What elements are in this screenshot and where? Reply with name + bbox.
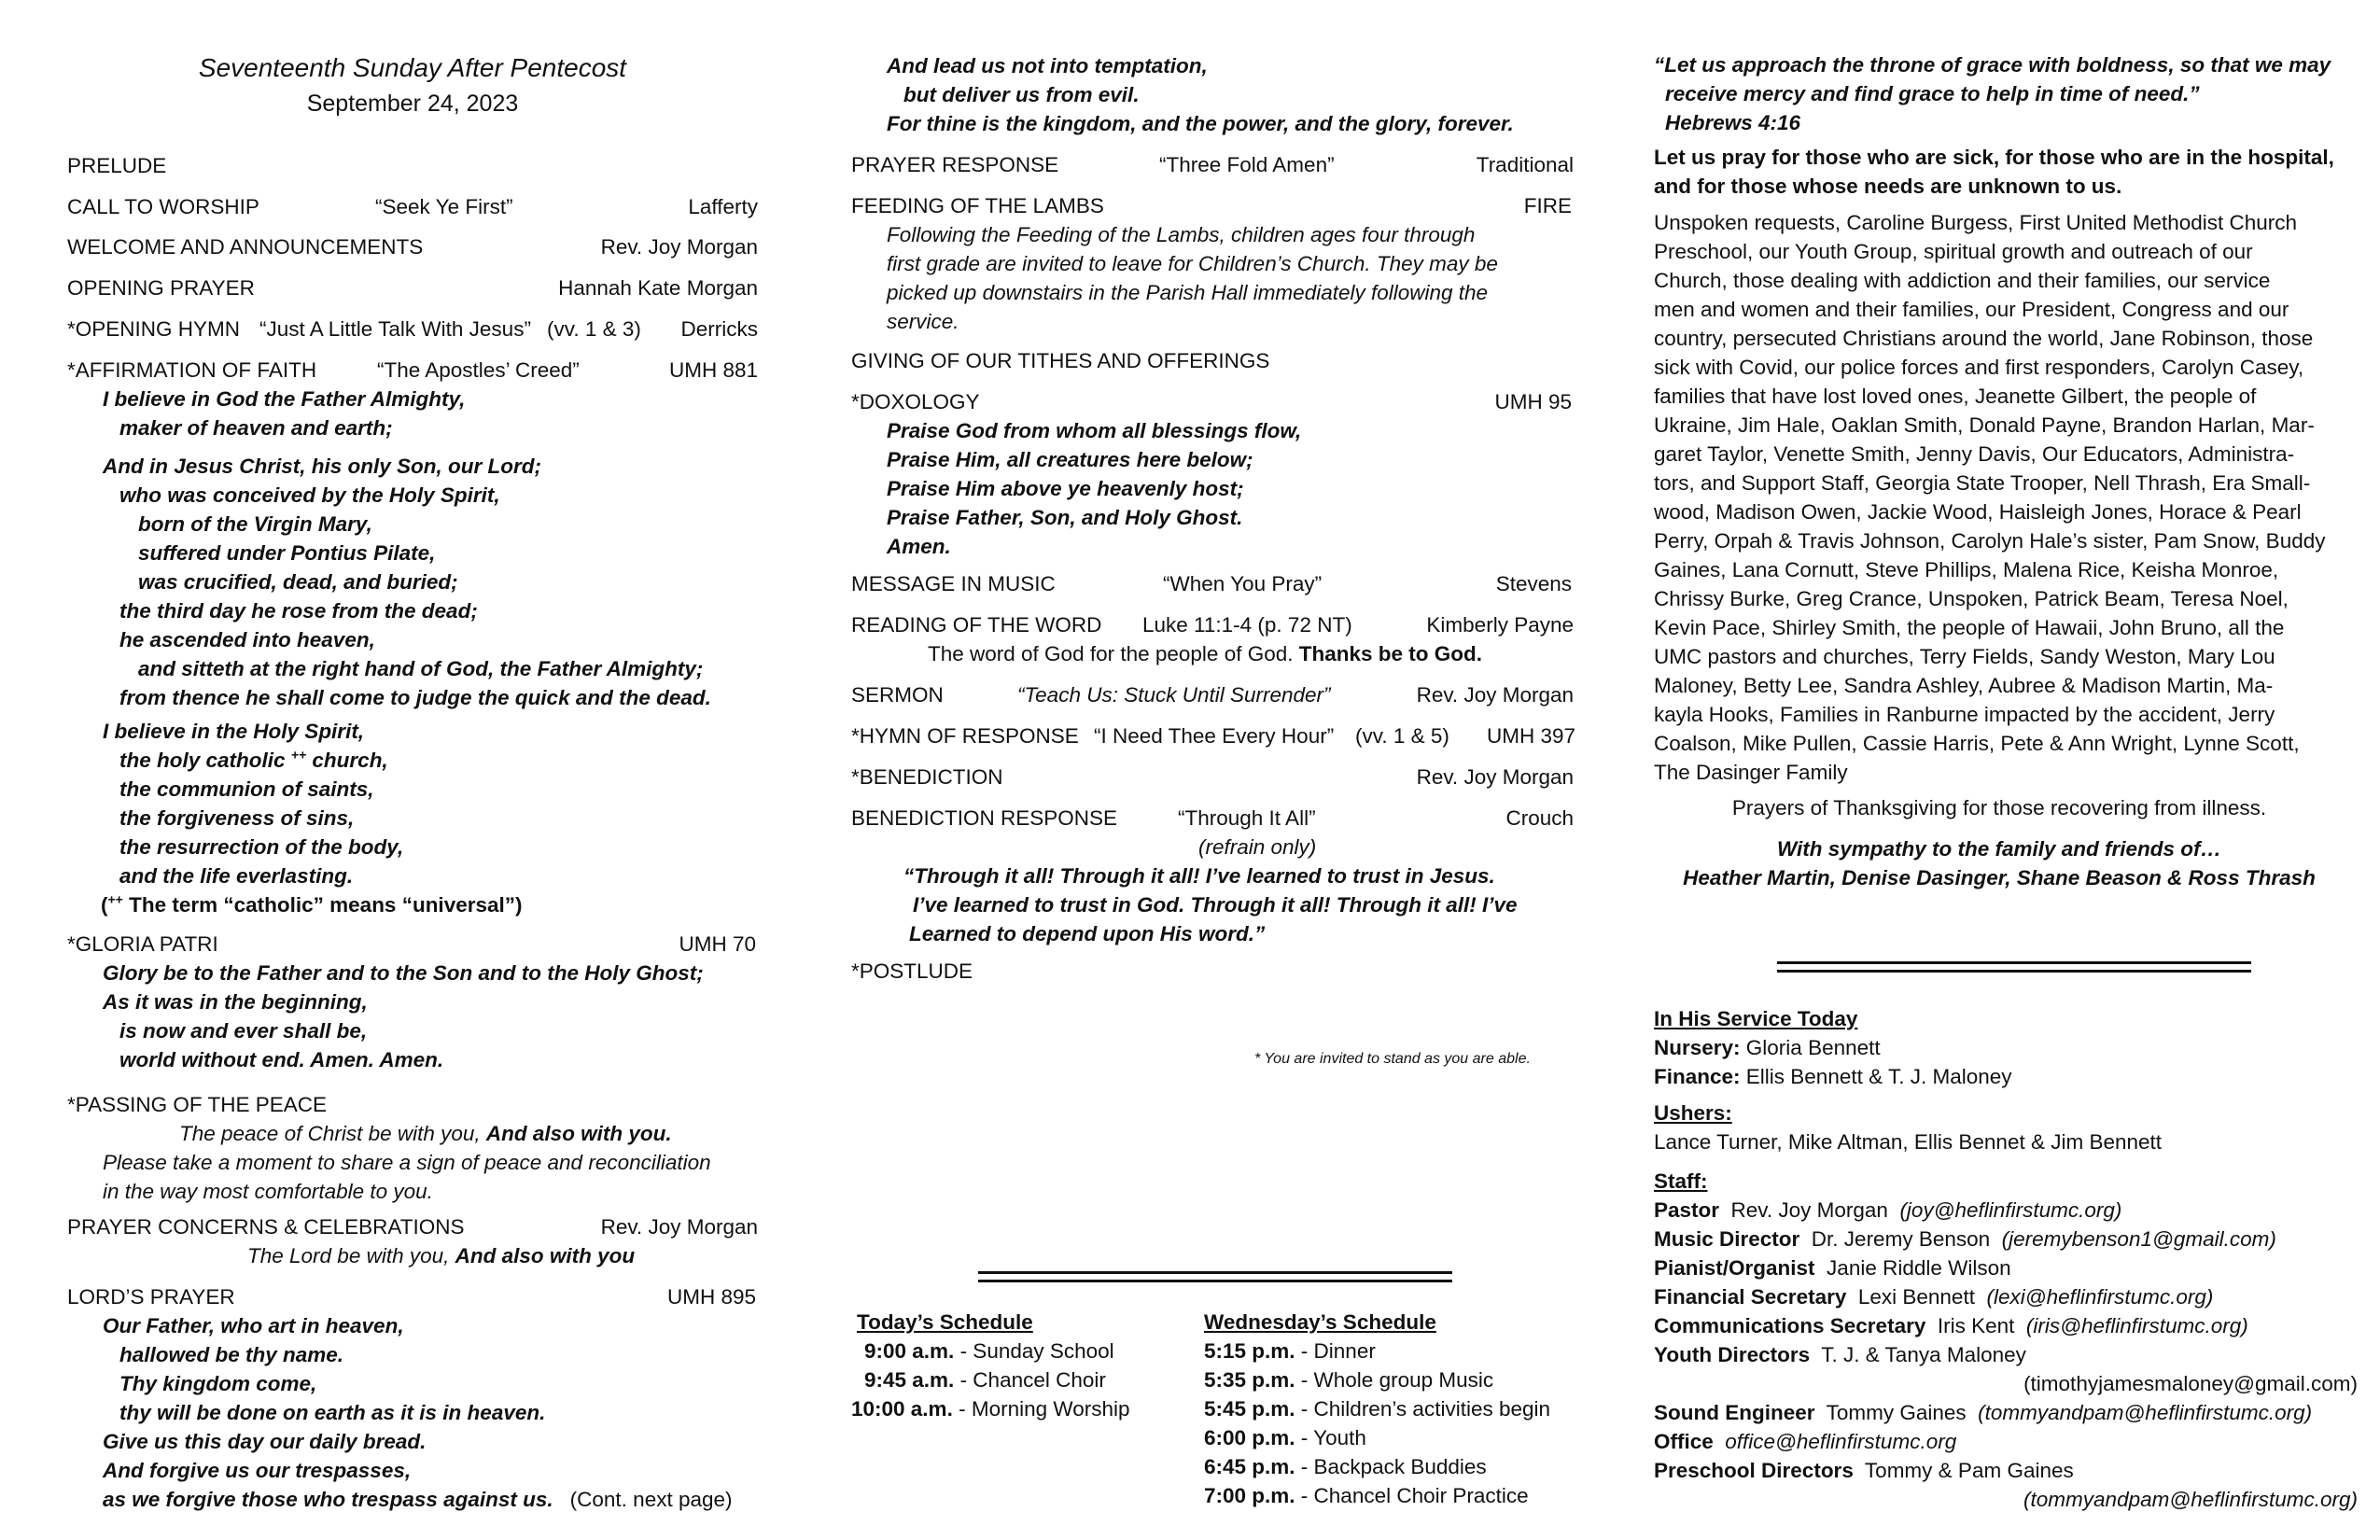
order-benediction-response: BENEDICTION RESPONSE “Through It All” Crouch [851, 806, 1574, 830]
feeding-text: Following the Feeding of the Lambs, children ages four through first grade are invited to leave for Children’s Church. They may be picked up downstairs in the Parish Hall immediately following the service. [887, 223, 1498, 333]
wednesday-schedule-title: Wednesday’s Schedule [1204, 1310, 1436, 1334]
sympathy: With sympathy to the family and friends of… Heather Martin, Denise Dasinger, Shane Beason & Ross Thrash [1683, 837, 2316, 889]
order-welcome: WELCOME AND ANNOUNCEMENTS Rev. Joy Morgan [67, 235, 758, 259]
creed-paragraph-3: I believe in the Holy Spirit, the holy catholic ++ church, the communion of saints, the forgiveness of sins, the resurrection of the body, and the life everlasting. (++ The term “catholic” means “universal”) [67, 717, 758, 919]
divider-middle [978, 1271, 1452, 1282]
todays-schedule-title: Today’s Schedule [857, 1310, 1033, 1334]
prayers-of-thanksgiving: Prayers of Thanksgiving for those recovering from illness. [1731, 796, 2267, 819]
order-affirmation-of-faith: *AFFIRMATION OF FAITH “The Apostles’ Creed” UMH 881 [67, 358, 758, 382]
order-passing-of-the-peace: *PASSING OF THE PEACE [67, 1093, 327, 1116]
order-benediction: *BENEDICTION Rev. Joy Morgan [851, 765, 1574, 789]
finance: Finance: Ellis Bennett & T. J. Maloney [1654, 1065, 2012, 1088]
creed-paragraph-2: And in Jesus Christ, his only Son, our Lord; who was conceived by the Holy Spirit, born of the Virgin Mary, suffered under Pontius Pilate, was crucified, dead, and buried; the third day he rose from the dead; he ascended into heaven, and sitteth at the right hand of God, the Father Almighty; from thence he shall come to judge the quick and the dead. [103, 455, 711, 709]
staff-row: Pastor Rev. Joy Morgan (joy@heflinfirstumc.org) [1654, 1198, 2122, 1222]
schedule-item: 5:45 p.m. - Children’s activities begin [1204, 1397, 1551, 1421]
schedule-item: 7:00 p.m. - Chancel Choir Practice [1204, 1484, 1529, 1507]
order-reading-of-the-word: READING OF THE WORD Luke 11:1-4 (p. 72 NT) Kimberly Payne [851, 613, 1574, 637]
staff-row: Pianist/Organist Janie Riddle Wilson [1654, 1256, 2011, 1280]
order-postlude: *POSTLUDE [851, 959, 973, 983]
service-date: September 24, 2023 [306, 91, 519, 117]
staff: Staff: Pastor Rev. Joy Morgan (joy@heflinfirstumc.org) Music Director Dr. Jeremy Benson (jeremybenson1@gmail.com) Pianist/Organist Janie Riddle Wilson Financial Secretary Lexi Bennett (lexi@heflinfirstumc.org) Communications Secretary Iris Kent (iris@heflinfirstumc.org) Youth Directors T. J. & Tanya Maloney (timothyjamesmaloney@gmail.com) Sound Engineer Tommy Gaines (tommyandpam@heflinfirstumc.org) Office office@heflinfirstumc.org Preschool Directors Tommy & Pam Gaines (tommyandpam@heflinfirstumc.org) [1654, 1167, 2363, 1514]
staff-row: Sound Engineer Tommy Gaines (tommyandpam@heflinfirstumc.org) [1654, 1401, 2313, 1424]
staff-row: Communications Secretary Iris Kent (iris@heflinfirstumc.org) [1654, 1314, 2248, 1337]
order-call-to-worship: CALL TO WORSHIP “Seek Ye First” Lafferty [67, 195, 758, 218]
creed-paragraph-1: I believe in God the Father Almighty, maker of heaven and earth; [103, 387, 466, 440]
peace-text: The peace of Christ be with you, And also with you. Please take a moment to share a sign of peace and reconciliation in the way most comfortable to you. [103, 1122, 711, 1203]
staff-row: Music Director Dr. Jeremy Benson (jeremybenson1@gmail.com) [1654, 1227, 2276, 1251]
lords-prayer-text: Our Father, who art in heaven, hallowed be thy name. Thy kingdom come, thy will be done on earth as it is in heaven. Give us this day our daily bread. And forgive us our trespasses, as we forgive those who trespass against us. (Cont. next page) [103, 1314, 733, 1511]
order-prayer-concerns: PRAYER CONCERNS & CELEBRATIONS Rev. Joy Morgan [67, 1215, 758, 1239]
concerns-response: The Lord be with you, And also with you [247, 1244, 636, 1267]
order-hymn-of-response: *HYMN OF RESPONSE “I Need Thee Every Hour” (vv. 1 & 5) UMH 397 [851, 724, 1575, 748]
order-opening-prayer: OPENING PRAYER Hannah Kate Morgan [67, 276, 758, 300]
in-his-service [1654, 1004, 2363, 1091]
column-right [1654, 0, 2363, 1540]
preschool-contact: (tommyandpam@heflinfirstumc.org) [2023, 1488, 2358, 1511]
schedule-item: 6:00 p.m. - Youth [1204, 1426, 1366, 1449]
order-message-in-music: MESSAGE IN MUSIC “When You Pray” Stevens [851, 572, 1572, 595]
schedule-item: 6:45 p.m. - Backpack Buddies [1204, 1455, 1487, 1478]
schedule-item: 5:15 p.m. - Dinner [1204, 1339, 1376, 1363]
order-opening-hymn: *OPENING HYMN “Just A Little Talk With Jesus” (vv. 1 & 3) Derricks [67, 317, 758, 341]
divider-right [1777, 961, 2251, 973]
service-title: Seventeenth Sunday After Pentecost [198, 53, 627, 82]
benediction-response-text: “Through it all! Through it all! I’ve learned to trust in Jesus. I’ve learned to trust in God. Through it all! Through it all! I’ve Learned to depend upon His word.” [903, 864, 1518, 945]
cont-next-page: (Cont. next page) [569, 1488, 733, 1511]
stand-note: * You are invited to stand as you are able. [1254, 1051, 1531, 1067]
column-middle [851, 0, 1579, 1540]
scripture-verse: “Let us approach the throne of grace with boldness, so that we may receive mercy and find grace to help in time of need.” Hebrews 4:16 [1654, 53, 2331, 134]
youth-contact: (timothyjamesmaloney@gmail.com) [2023, 1372, 2358, 1395]
prayer-list: Unspoken requests, Caroline Burgess, First United Methodist Church Preschool, our Youth Group, spiritual growth and outreach of our Church, those dealing with addiction and their families, our service men and women and their families, our President, Congress and our country, persecuted Christians around the world, Jane Robinson, those sick with Covid, our police forces and first responders, Carolyn Casey, families that have lost loved ones, Jeanette Gilbert, the people of Ukraine, Jim Hale, Oaklan Smith, Donald Payne, Brandon Harlan, Mar- garet Taylor, Venette Smith, Jenny Davis, Our Educators, Administra- tors, and Support Staff, Georgia State Trooper, Nell Thrash, Era Small- wood, Madison Owen, Jackie Wood, Haisleigh Jones, Horace & Pearl Perry, Orpah & Travis Johnson, Carolyn Hale’s sister, Pam Snow, Buddy Gaines, Lana Cornutt, Steve Phillips, Malena Rice, Keisha Monroe, Chrissy Burke, Greg Crance, Unspoken, Patrick Beam, Teresa Noel, Kevin Pace, Shirley Smith, the people of Hawaii, John Bruno, all the UMC pastors and churches, Terry Fields, Sandy Weston, Mary Lou Maloney, Betty Lee, Sandra Ashley, Aubree & Madison Martin, Ma- kayla Hooks, Families in Ranburne impacted by the accident, Jerry Coalson, Mike Pullen, Cassie Harris, Pete & Ann Wright, Lynne Scott, The Dasinger Family [1654, 211, 2326, 784]
schedule-item: 9:45 a.m. - Chancel Choir [864, 1368, 1106, 1392]
order-prelude: PRELUDE [67, 154, 167, 177]
order-sermon: SERMON “Teach Us: Stuck Until Surrender” Rev. Joy Morgan [851, 683, 1574, 707]
doxology-text: Praise God from whom all blessings flow, Praise Him, all creatures here below; Praise Him above ye heavenly host; Praise Father, Son, and Holy Ghost. Amen. [887, 419, 1302, 558]
todays-schedule [851, 1308, 1193, 1423]
order-lords-prayer: LORD’S PRAYER UMH 895 [67, 1285, 756, 1309]
staff-row: Youth Directors T. J. & Tanya Maloney [1654, 1343, 2026, 1366]
gloria-text: Glory be to the Father and to the Son and to the Holy Ghost; As it was in the beginning, is now and ever shall be, world without end. Amen. Amen. [103, 961, 704, 1071]
order-tithes-offerings: GIVING OF OUR TITHES AND OFFERINGS [851, 349, 1270, 372]
nursery: Nursery: Gloria Bennett [1654, 1036, 1881, 1059]
prayer-intro: Let us pray for those who are sick, for those who are in the hospital, and for those whose needs are unknown to us. [1654, 146, 2334, 198]
wednesday-schedule [1204, 1308, 1577, 1510]
staff-row: Financial Secretary Lexi Bennett (lexi@heflinfirstumc.org) [1654, 1285, 2214, 1309]
reading-response: The word of God for the people of God. Thanks be to God. [928, 642, 1483, 665]
ushers: Ushers: Lance Turner, Mike Altman, Ellis Bennet & Jim Bennett [1654, 1101, 2163, 1154]
schedule-item: 9:00 a.m. - Sunday School [864, 1339, 1114, 1363]
creed-footnote: (++ The term “catholic” means “universal”) [101, 891, 523, 917]
staff-row: Office office@heflinfirstumc.org [1654, 1430, 1957, 1453]
staff-row: Preschool Directors Tommy & Pam Gaines [1654, 1459, 2074, 1482]
order-doxology: *DOXOLOGY UMH 95 [851, 390, 1572, 413]
lords-prayer-continued: And lead us not into temptation, but deliver us from evil. For thine is the kingdom, and the power, and the glory, forever. [887, 54, 1514, 135]
order-gloria-patri: *GLORIA PATRI UMH 70 [67, 932, 756, 956]
schedule-item: 10:00 a.m. - Morning Worship [851, 1397, 1130, 1421]
order-prayer-response: PRAYER RESPONSE “Three Fold Amen” Traditional [851, 153, 1574, 176]
schedule-item: 5:35 p.m. - Whole group Music [1204, 1368, 1494, 1392]
benediction-response-sub: (refrain only) [1198, 835, 1317, 859]
in-his-service-title: In His Service Today [1654, 1007, 1858, 1030]
order-feeding-of-the-lambs: FEEDING OF THE LAMBS FIRE [851, 194, 1572, 217]
column-left [67, 0, 758, 1540]
